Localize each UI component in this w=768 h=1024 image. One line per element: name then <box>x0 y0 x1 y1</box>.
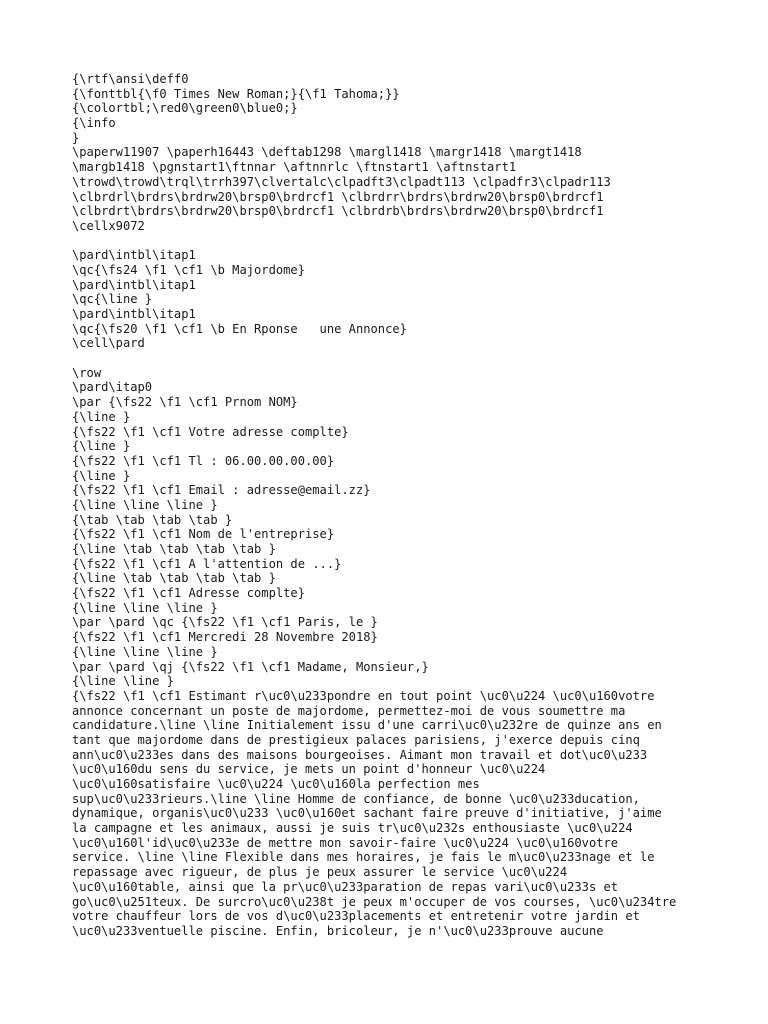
document-line: votre chauffeur lors de vos d\uc0\u233placements et entretenir votre jardin et <box>72 909 640 924</box>
document-line: \uc0\u233ventuelle piscine. Enfin, bricoleur, je n'\uc0\u233prouve aucune <box>72 923 604 938</box>
document-line: \clbrdrl\brdrs\brdrw20\brsp0\brdrcf1 \clbrdrr\brdrs\brdrw20\brsp0\brdrcf1 <box>72 189 604 204</box>
document-line: service. \line \line Flexible dans mes horaires, je fais le m\uc0\u233nage et le <box>72 850 655 865</box>
document-line: \uc0\u160du sens du service, je mets un point d'honneur \uc0\u224 <box>72 762 546 777</box>
document-line: \uc0\u160satisfaire \uc0\u224 \uc0\u160la perfection mes <box>72 777 480 791</box>
document-line: ann\uc0\u233es dans des maisons bourgeoises. Aimant mon travail et dot\uc0\u233 <box>72 747 648 762</box>
document-line: {\info <box>72 116 116 131</box>
document-line: \par {\fs22 \f1 \cf1 Prnom NOM} <box>72 395 298 410</box>
document-line: {\fs22 \f1 \cf1 Estimant r\uc0\u233pondre en tout point \uc0\u224 \uc0\u160votre <box>72 688 655 703</box>
document-line: {\rtf\ansi\deff0 <box>72 72 189 86</box>
document-line: \paperw11907 \paperh16443 \deftab1298 \margl1418 \margr1418 \margt1418 <box>72 145 582 160</box>
document-line: \pard\intbl\itap1 <box>72 307 196 321</box>
document-page <box>72 72 732 939</box>
document-line: \qc{\fs20 \f1 \cf1 \b En Rponse une Annonce} <box>72 321 407 336</box>
document-line: {\tab \tab \tab \tab } <box>72 512 233 527</box>
document-line: \uc0\u160l'id\uc0\u233e de mettre mon savoir-faire \uc0\u224 \uc0\u160votre <box>72 835 619 850</box>
document-line: {\line \tab \tab \tab \tab } <box>72 571 276 586</box>
document-line: \par \pard \qj {\fs22 \f1 \cf1 Madame, Monsieur,} <box>72 659 429 674</box>
document-line: {\fs22 \f1 \cf1 Nom de l'entreprise} <box>72 527 335 542</box>
document-line: \row <box>72 365 102 380</box>
document-line: {\fonttbl{\f0 Times New Roman;}{\f1 Tahoma;}} <box>72 86 400 101</box>
document-line: {\colortbl;\red0\green0\blue0;} <box>72 101 298 116</box>
document-line: {\fs22 \f1 \cf1 Mercredi 28 Novembre 2018} <box>72 630 378 645</box>
document-line: {\line \line \line } <box>72 644 218 659</box>
document-line: {\fs22 \f1 \cf1 Votre adresse complte} <box>72 424 349 439</box>
document-line: sup\uc0\u233rieurs.\line \line Homme de confiance, de bonne \uc0\u233ducation, <box>72 791 640 806</box>
document-line: \cellx9072 <box>72 218 145 233</box>
document-line: \qc{\fs24 \f1 \cf1 \b Majordome} <box>72 262 305 277</box>
document-line: \uc0\u160table, ainsi que la pr\uc0\u233paration de repas vari\uc0\u233s et <box>72 879 619 894</box>
document-line: \pard\intbl\itap1 <box>72 248 196 263</box>
document-line: \margb1418 \pgnstart1\ftnnar \aftnnrlc \ftnstart1 \aftnstart1 <box>72 160 517 175</box>
document-line: {\fs22 \f1 \cf1 A l'attention de ...} <box>72 556 342 571</box>
document-line: \qc{\line } <box>72 292 153 307</box>
document-line: dynamique, organis\uc0\u233 \uc0\u160et sachant faire preuve d'initiative, j'aime <box>72 806 662 821</box>
document-line: {\line } <box>72 468 131 483</box>
document-line: candidature.\line \line Initialement issu d'une carri\uc0\u232re de quinze ans en <box>72 718 662 733</box>
document-line: \par \pard \qc {\fs22 \f1 \cf1 Paris, le } <box>72 615 378 630</box>
document-line: {\line \tab \tab \tab \tab } <box>72 542 276 556</box>
document-line: \pard\itap0 <box>72 380 153 395</box>
document-line: {\fs22 \f1 \cf1 Adresse complte} <box>72 586 305 601</box>
document-line: annonce concernant un poste de majordome, permettez-moi de vous soumettre ma <box>72 703 626 718</box>
document-line: go\uc0\u251teux. De surcro\uc0\u238t je peux m'occuper de vos courses, \uc0\u234tre <box>72 894 677 909</box>
document-line: } <box>72 130 80 145</box>
document-line: \clbrdrt\brdrs\brdrw20\brsp0\brdrcf1 \clbrdrb\brdrs\brdrw20\brsp0\brdrcf1 <box>72 204 604 219</box>
document-line: {\line \line } <box>72 674 174 689</box>
document-line: \trowd\trowd\trql\trrh397\clvertalc\clpadft3\clpadt113 \clpadfr3\clpadr113 <box>72 174 611 189</box>
document-line: {\line } <box>72 439 131 454</box>
document-line <box>72 351 732 366</box>
document-line: {\line \line \line } <box>72 497 218 512</box>
document-line: {\fs22 \f1 \cf1 Email : adresse@email.zz} <box>72 483 371 498</box>
document-line: tant que majordome dans de prestigieux palaces parisiens, j'exerce depuis cinq <box>72 732 640 747</box>
document-line: {\line } <box>72 409 131 424</box>
document-line: repassage avec rigueur, de plus je peux assurer le service \uc0\u224 <box>72 865 568 880</box>
document-line <box>72 234 732 249</box>
document-line: \cell\pard <box>72 336 145 351</box>
document-line: {\line \line \line } <box>72 600 218 615</box>
document-line: la campagne et les animaux, aussi je suis tr\uc0\u232s enthousiaste \uc0\u224 <box>72 821 633 836</box>
document-line: \pard\intbl\itap1 <box>72 277 196 292</box>
document-line: {\fs22 \f1 \cf1 Tl : 06.00.00.00.00} <box>72 453 335 468</box>
